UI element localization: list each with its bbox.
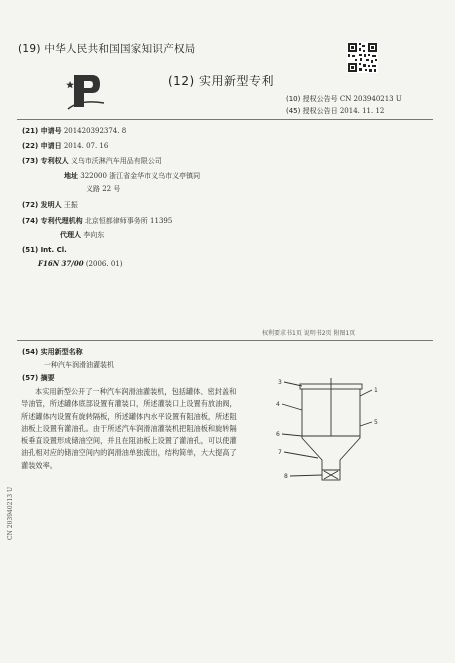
patentee-value: 义乌市沃淋汽车用品有限公司 xyxy=(70,157,162,165)
abstract-label-text: (57) 摘要 xyxy=(22,374,55,382)
page-counts: 权利要求书1页 说明书2页 附图1页 xyxy=(262,330,356,337)
patentee-label: (73) 专利权人 xyxy=(22,157,69,165)
apparatus-drawing xyxy=(272,376,392,486)
sipo-logo xyxy=(66,69,106,113)
publication-date-value: 2014. 11. 12 xyxy=(339,107,385,115)
abstract-label xyxy=(22,373,55,383)
figure-label-4: 4 xyxy=(276,401,280,408)
title-value: 一种汽车润滑油灌装机 xyxy=(44,361,114,369)
int-cl-value: F16N 37/00 xyxy=(38,259,84,268)
figure-label-1: 1 xyxy=(374,387,378,394)
publication-number xyxy=(286,94,402,104)
application-number xyxy=(22,126,126,136)
agent-label: 代理人 xyxy=(60,231,81,239)
title-label-text: (54) 实用新型名称 xyxy=(22,348,83,356)
address-line-1: 322000 浙江省金华市义乌市义亭镇同 xyxy=(80,172,201,180)
qr-code xyxy=(347,42,378,73)
application-number-label: (21) 申请号 xyxy=(22,127,62,135)
publication-number-label: (10) 授权公告号 xyxy=(286,95,338,103)
abstract-text: 本实用新型公开了一种汽车润滑油灌装机，包括罐体、密封盖和导油管，所述罐体底部设置有灌装口，所述灌装口上设置有放油阀，所述罐体内设置有旋转隔板，所述罐体内水平设置有阻油板，所述阻油板上设置有灌油孔。由于所述汽车润滑油灌装机把阻油板和旋转隔板垂直设置形成储油空间，并且在阻油板上设置了灌油孔，可以使灌油孔相对应的储油空间内的润滑油单独流出，结构简单，大大提高了灌装效率。 xyxy=(21,387,237,470)
agency-value: 北京恒都律师事务所 11395 xyxy=(84,217,173,225)
inventor-value: 王振 xyxy=(63,201,78,209)
inventor xyxy=(22,200,78,210)
address-label: 地址 xyxy=(64,172,78,180)
filing-date-value: 2014. 07. 16 xyxy=(63,142,109,150)
inventor-label: (72) 发明人 xyxy=(22,201,62,209)
int-cl-label: (51) Int. Cl. xyxy=(22,246,67,254)
application-number-value: 201420392374. 8 xyxy=(63,127,127,135)
figure-label-6: 6 xyxy=(276,431,280,438)
section-divider xyxy=(17,340,433,341)
address-continuation xyxy=(86,184,120,194)
filing-date xyxy=(22,141,108,151)
figure-label-3: 3 xyxy=(278,379,282,386)
filing-date-label: (22) 申请日 xyxy=(22,142,62,150)
agent-value: 李向东 xyxy=(83,231,105,239)
figure-label-5: 5 xyxy=(374,419,378,426)
publication-number-value: CN 203940213 U xyxy=(339,95,402,103)
figure-label-7: 7 xyxy=(278,449,282,456)
document-type: (12) 实用新型专利 xyxy=(168,74,274,88)
int-cl-date: (2006. 01) xyxy=(85,260,123,268)
header-divider xyxy=(17,119,433,120)
agent xyxy=(60,230,104,240)
address xyxy=(64,171,200,181)
office-name: (19) 中华人民共和国国家知识产权局 xyxy=(18,43,196,55)
publication-date xyxy=(286,106,384,116)
int-cl xyxy=(22,246,67,254)
figure-label-8: 8 xyxy=(284,473,288,480)
utility-model-title xyxy=(44,360,114,370)
patent-agency xyxy=(22,216,172,226)
side-code: CN 203940213 U xyxy=(7,486,14,540)
publication-date-label: (45) 授权公告日 xyxy=(286,107,338,115)
patentee xyxy=(22,156,162,166)
address-line-2: 义路 22 号 xyxy=(86,185,121,193)
title-label xyxy=(22,347,83,357)
agency-label: (74) 专利代理机构 xyxy=(22,217,83,225)
int-cl-code xyxy=(38,259,122,268)
